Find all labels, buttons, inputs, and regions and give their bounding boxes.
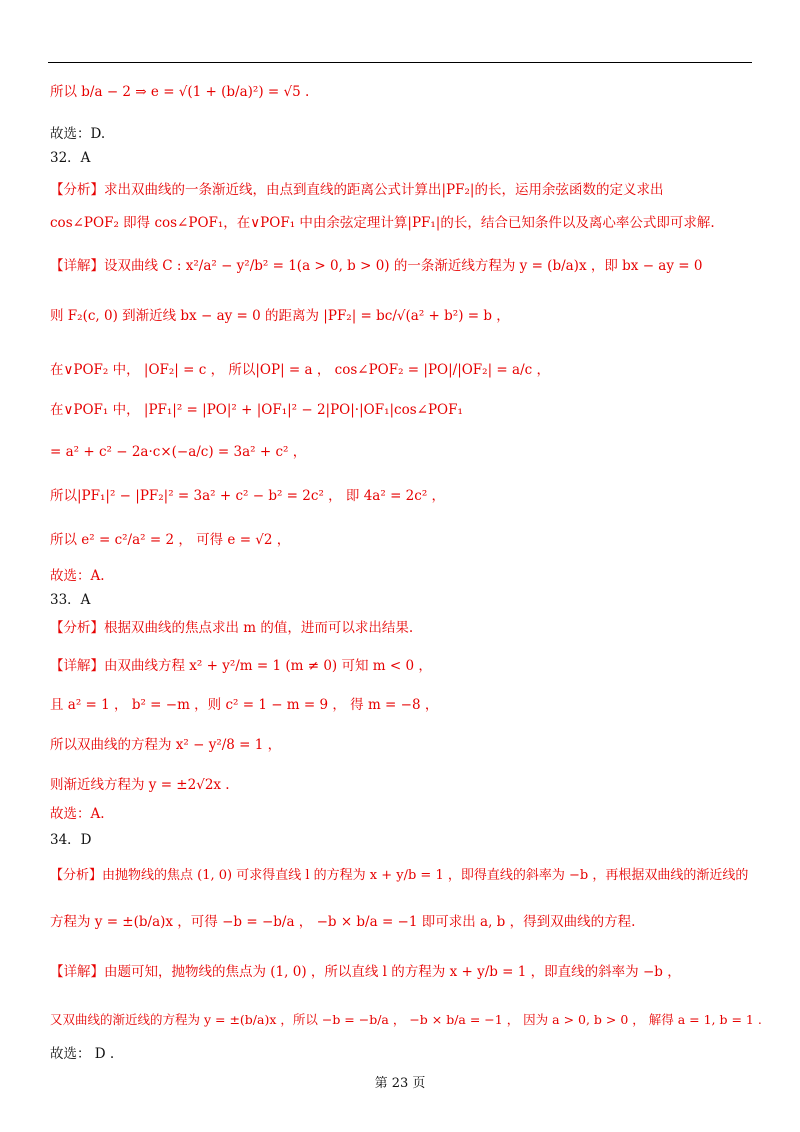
- line-l15: 【分析】根据双曲线的焦点求出 m 的值，进而可以求出结果.: [50, 620, 414, 636]
- line-l26: 故选： D .: [50, 1046, 115, 1062]
- line-l17: 且 a² = 1 ， b² = −m ，则 c² = 1 − m = 9 ， 得 m = −8 ，: [50, 697, 439, 713]
- line-l21: 34．D: [50, 832, 92, 848]
- line-l18: 所以双曲线的方程为 x² − y²/8 = 1 ，: [50, 737, 282, 753]
- line-l23: 方程为 y = ±(b/a)x ，可得 −b = −b/a ， −b × b/a = −1 即可求出 a, b ，得到双曲线的方程.: [50, 914, 636, 930]
- line-l3: 32．A: [50, 150, 91, 166]
- line-l13: 故选：A.: [50, 568, 105, 584]
- line-l24: 【详解】由题可知，抛物线的焦点为 (1, 0) ，所以直线 l 的方程为 x + y/b = 1 ，即直线的斜率为 −b ，: [50, 964, 681, 980]
- line-l6: 【详解】设双曲线 C : x²/a² − y²/b² = 1(a > 0, b > 0) 的一条渐近线方程为 y = (b/a)x ，即 bx − ay = 0: [50, 258, 703, 274]
- line-l10: = a² + c² − 2a·c×(−a/c) = 3a² + c² ，: [50, 444, 307, 460]
- line-l2: 故选：D.: [50, 126, 106, 142]
- line-l16: 【详解】由双曲线方程 x² + y²/m = 1 (m ≠ 0) 可知 m < 0 ，: [50, 658, 432, 674]
- line-l22: 【分析】由抛物线的焦点 (1, 0) 可求得直线 l 的方程为 x + y/b = 1 ，即得直线的斜率为 −b ，再根据双曲线的渐近线的: [50, 868, 749, 883]
- line-l11: 所以|PF₁|² − |PF₂|² = 3a² + c² − b² = 2c² ， 即 4a² = 2c² ，: [50, 488, 446, 504]
- line-l12: 所以 e² = c²/a² = 2 ， 可得 e = √2 ，: [50, 532, 291, 548]
- line-l20: 故选：A.: [50, 806, 105, 822]
- line-l19: 则渐近线方程为 y = ±2√2x .: [50, 777, 230, 793]
- line-l9: 在∨POF₁ 中， |PF₁|² = |PO|² + |OF₁|² − 2|PO|·|OF₁|cos∠POF₁: [50, 402, 463, 418]
- line-l1: 所以 b/a − 2 ⇒ e = √(1 + (b/a)²) = √5 .: [50, 84, 310, 100]
- line-l4: 【分析】求出双曲线的一条渐近线，由点到直线的距离公式计算出|PF₂|的长，运用余弦函数的定义求出: [50, 182, 664, 198]
- line-l25: 又双曲线的渐近线的方程为 y = ±(b/a)x ，所以 −b = −b/a ， −b × b/a = −1 ， 因为 a > 0, b > 0 ， 解得 a = 1, b = 1 .: [50, 1012, 762, 1027]
- line-l7: 则 F₂(c, 0) 到渐近线 bx − ay = 0 的距离为 |PF₂| = bc/√(a² + b²) = b ，: [50, 308, 510, 324]
- page-number: 第 23 页: [374, 1076, 426, 1091]
- line-l8: 在∨POF₂ 中， |OF₂| = c ， 所以|OP| = a ， cos∠POF₂ = |PO|/|OF₂| = a/c ，: [50, 362, 550, 378]
- line-l14: 33．A: [50, 592, 91, 608]
- header-rule: [48, 62, 752, 63]
- line-l5: cos∠POF₂ 即得 cos∠POF₁，在∨POF₁ 中由余弦定理计算|PF₁|的长，结合已知条件以及离心率公式即可求解.: [50, 215, 715, 231]
